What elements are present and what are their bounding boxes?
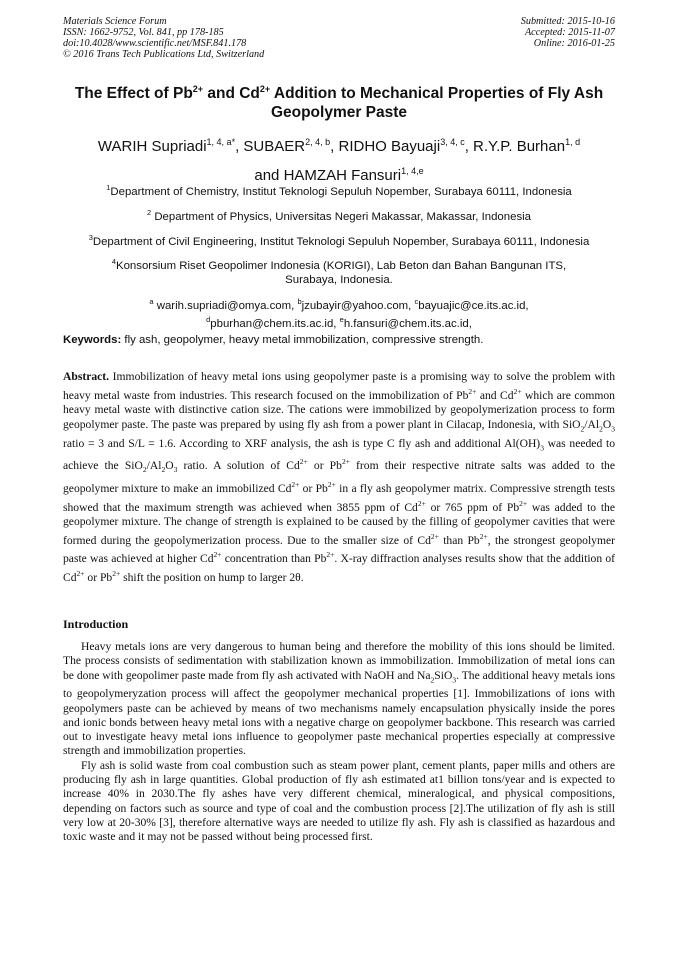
journal-copyright: © 2016 Trans Tech Publications Ltd, Switzerland <box>63 49 265 60</box>
paragraph: Heavy metals ions are very dangerous to human being and therefore the mobility of this ions should be limited. The process consists of sedimentation with stabilization known as immobilization. Immobilization of metal ions can be done with geopolimer paste made from fly ash activated with NaOH and $Na_2SiO_3$. The additional heavy metals ions to geopolymeryzation process will affect the geopolymer mechanical properties [1]. Immobilizations of ions with geopolymers paste can be achieved by means of two mechanisms namely encapsulation physically inside the pores and ionic bonds between heavy metal ions with a negative charge on geopolymer backbone. This research was carried out to investigate heavy metal ions influence to geopolymer paste mechanical properties especially at compressive strength and immobilization properties. <box>63 640 616 758</box>
affiliations <box>50 181 628 331</box>
abstract: Abstract. Immobilization of heavy metal ions using geopolymer paste is a promising way to solve the problem with heavy metal waste from industries. This research focused on the immobilization of $Pb^{2+}$ and $Cd^{2+}$ which are common heavy metal waste with distinctive cation size. The cations were immobilized by geopolymerization process to form geopolymer paste. The paste was prepared by using fly ash from a power plant in Cilacap, Indonesia, with $SiO_2/Al_2O_3$ ratio = 3 and S/L = 1.6. According to XRF analysis, the ash is type C fly ash and additional $Al(OH)_3$ was needed to achieve the $SiO_2/Al_2O_3$ ratio. A solution of $Cd^{2+}$ or $Pb^{2+}$ from their respective nitrate salts was added to the geopolymer mixture to make an immobilized $Cd^{2+}$ or $Pb^{2+}$ in a fly ash geopolymer matrix. Compressive strength tests showed that the maximum strength was achieved when 3855 ppm of $Cd^{2+}$ or 765 ppm of $Pb^{2+}$ was added to the geopolymer mixture. The change of strength is explained to be caused by the filling of geopolymer cavities that were formed during the geopolymerization process. Due to the smaller size of $Cd^{2+}$ than $Pb^{2+}$, the strongest geopolymer paste was achieved at higher $Cd^{2+}$ concentration than $Pb^{2+}$. X-ray diffraction analyses results show that the addition of $Cd^{2+}$ or $Pb^{2+}$ shift the position on hump to larger 2θ. <box>63 370 616 584</box>
section-heading-introduction: Introduction <box>63 617 129 631</box>
paper-title: The Effect of $Pb^{2+}$ and $Cd^{2+}$ Addition to Mechanical Properties of Fly Ash Geopolymer Paste <box>74 84 604 122</box>
keywords-text: fly ash, geopolymer, heavy metal immobilization, compressive strength. <box>121 334 484 346</box>
email-link[interactable]: h.fansuri@chem.its.ac.id, <box>343 317 472 330</box>
email-link[interactable]: jzubayir@yahoo.com, <box>301 299 415 312</box>
author: R.Y.P. Burhan <box>473 138 566 155</box>
introduction-body <box>63 640 615 844</box>
email-link[interactable]: pburhan@chem.its.ac.id, <box>210 317 340 330</box>
journal-name: Materials Science Forum <box>63 16 167 27</box>
keywords <box>63 333 615 347</box>
author-list: WARIH Supriadi$^{1, 4, a*}$, SUBAER$^{2, 4, b}$, RIDHO Bayuaji$^{3, 4, c}$, R.Y.P. Burhan$^{1, d}$ and HAMZAH Fansuri$^{1, 4,e}$ <box>97 137 581 184</box>
journal-info <box>63 16 264 60</box>
affiliation-2: $^2$ Department of Physics, Universitas Negeri Makassar, Makassar, Indonesia <box>146 207 532 223</box>
author: WARIH Supriadi <box>97 138 207 155</box>
submitted-date: Submitted: 2015-10-16 <box>520 16 615 27</box>
author: SUBAER <box>243 138 306 155</box>
keywords-label: Keywords: <box>63 334 122 346</box>
abstract-label: Abstract. <box>63 370 110 383</box>
journal-doi[interactable]: doi:10.4028/www.scientific.net/MSF.841.178 <box>63 38 247 49</box>
email-link[interactable]: warih.supriadi@omya.com, <box>153 299 298 312</box>
author-emails: $^a$ warih.supriadi@omya.com, $^b$jzubayir@yahoo.com, $^c$bayuajic@ce.its.ac.id, $^d$pburhan@chem.its.ac.id, $^e$h.fansuri@chem.its.ac.id, <box>149 297 529 330</box>
accepted-date: Accepted: 2015-11-07 <box>524 27 615 38</box>
author: and HAMZAH Fansuri <box>254 167 402 184</box>
affiliation-3: $^3$Department of Civil Engineering, Institut Teknologi Sepuluh Nopember, Surabaya 60111, Indonesia <box>88 232 590 248</box>
affiliation-1: $^1$Department of Chemistry, Institut Teknologi Sepuluh Nopember, Surabaya 60111, Indonesia <box>106 183 572 198</box>
journal-issn: ISSN: 1662-9752, Vol. 841, pp 178-185 <box>63 27 224 38</box>
online-date: Online: 2016-01-25 <box>533 38 615 49</box>
email-link[interactable]: bayuajic@ce.its.ac.id, <box>418 299 529 312</box>
author: RIDHO Bayuaji <box>338 138 441 155</box>
journal-header <box>63 16 615 60</box>
affiliation-4: $^4$Konsorsium Riset Geopolimer Indonesia (KORIGI), Lab Beton dan Bahan Bangunan ITS, Surabaya, Indonesia. <box>111 257 567 287</box>
submission-dates <box>521 16 615 60</box>
paragraph: Fly ash is solid waste from coal combustion such as steam power plant, cement plants, paper mills and others are producing fly ash in large quantities. Global production of fly ash estimated at1 billion tons/year and is expected to increase 40% in 2030.The fly ashes have very different chemical, mineralogical, and physical compositions, depending on factors such as source and type of coal and the combustion process [2].The utilization of fly ash is still very low at 20-30% [3], therefore alternative ways are needed to utilize fly ash. Fly ash is classified as hazardous and toxic waste and it may not be passed without being processed first. <box>63 758 615 844</box>
